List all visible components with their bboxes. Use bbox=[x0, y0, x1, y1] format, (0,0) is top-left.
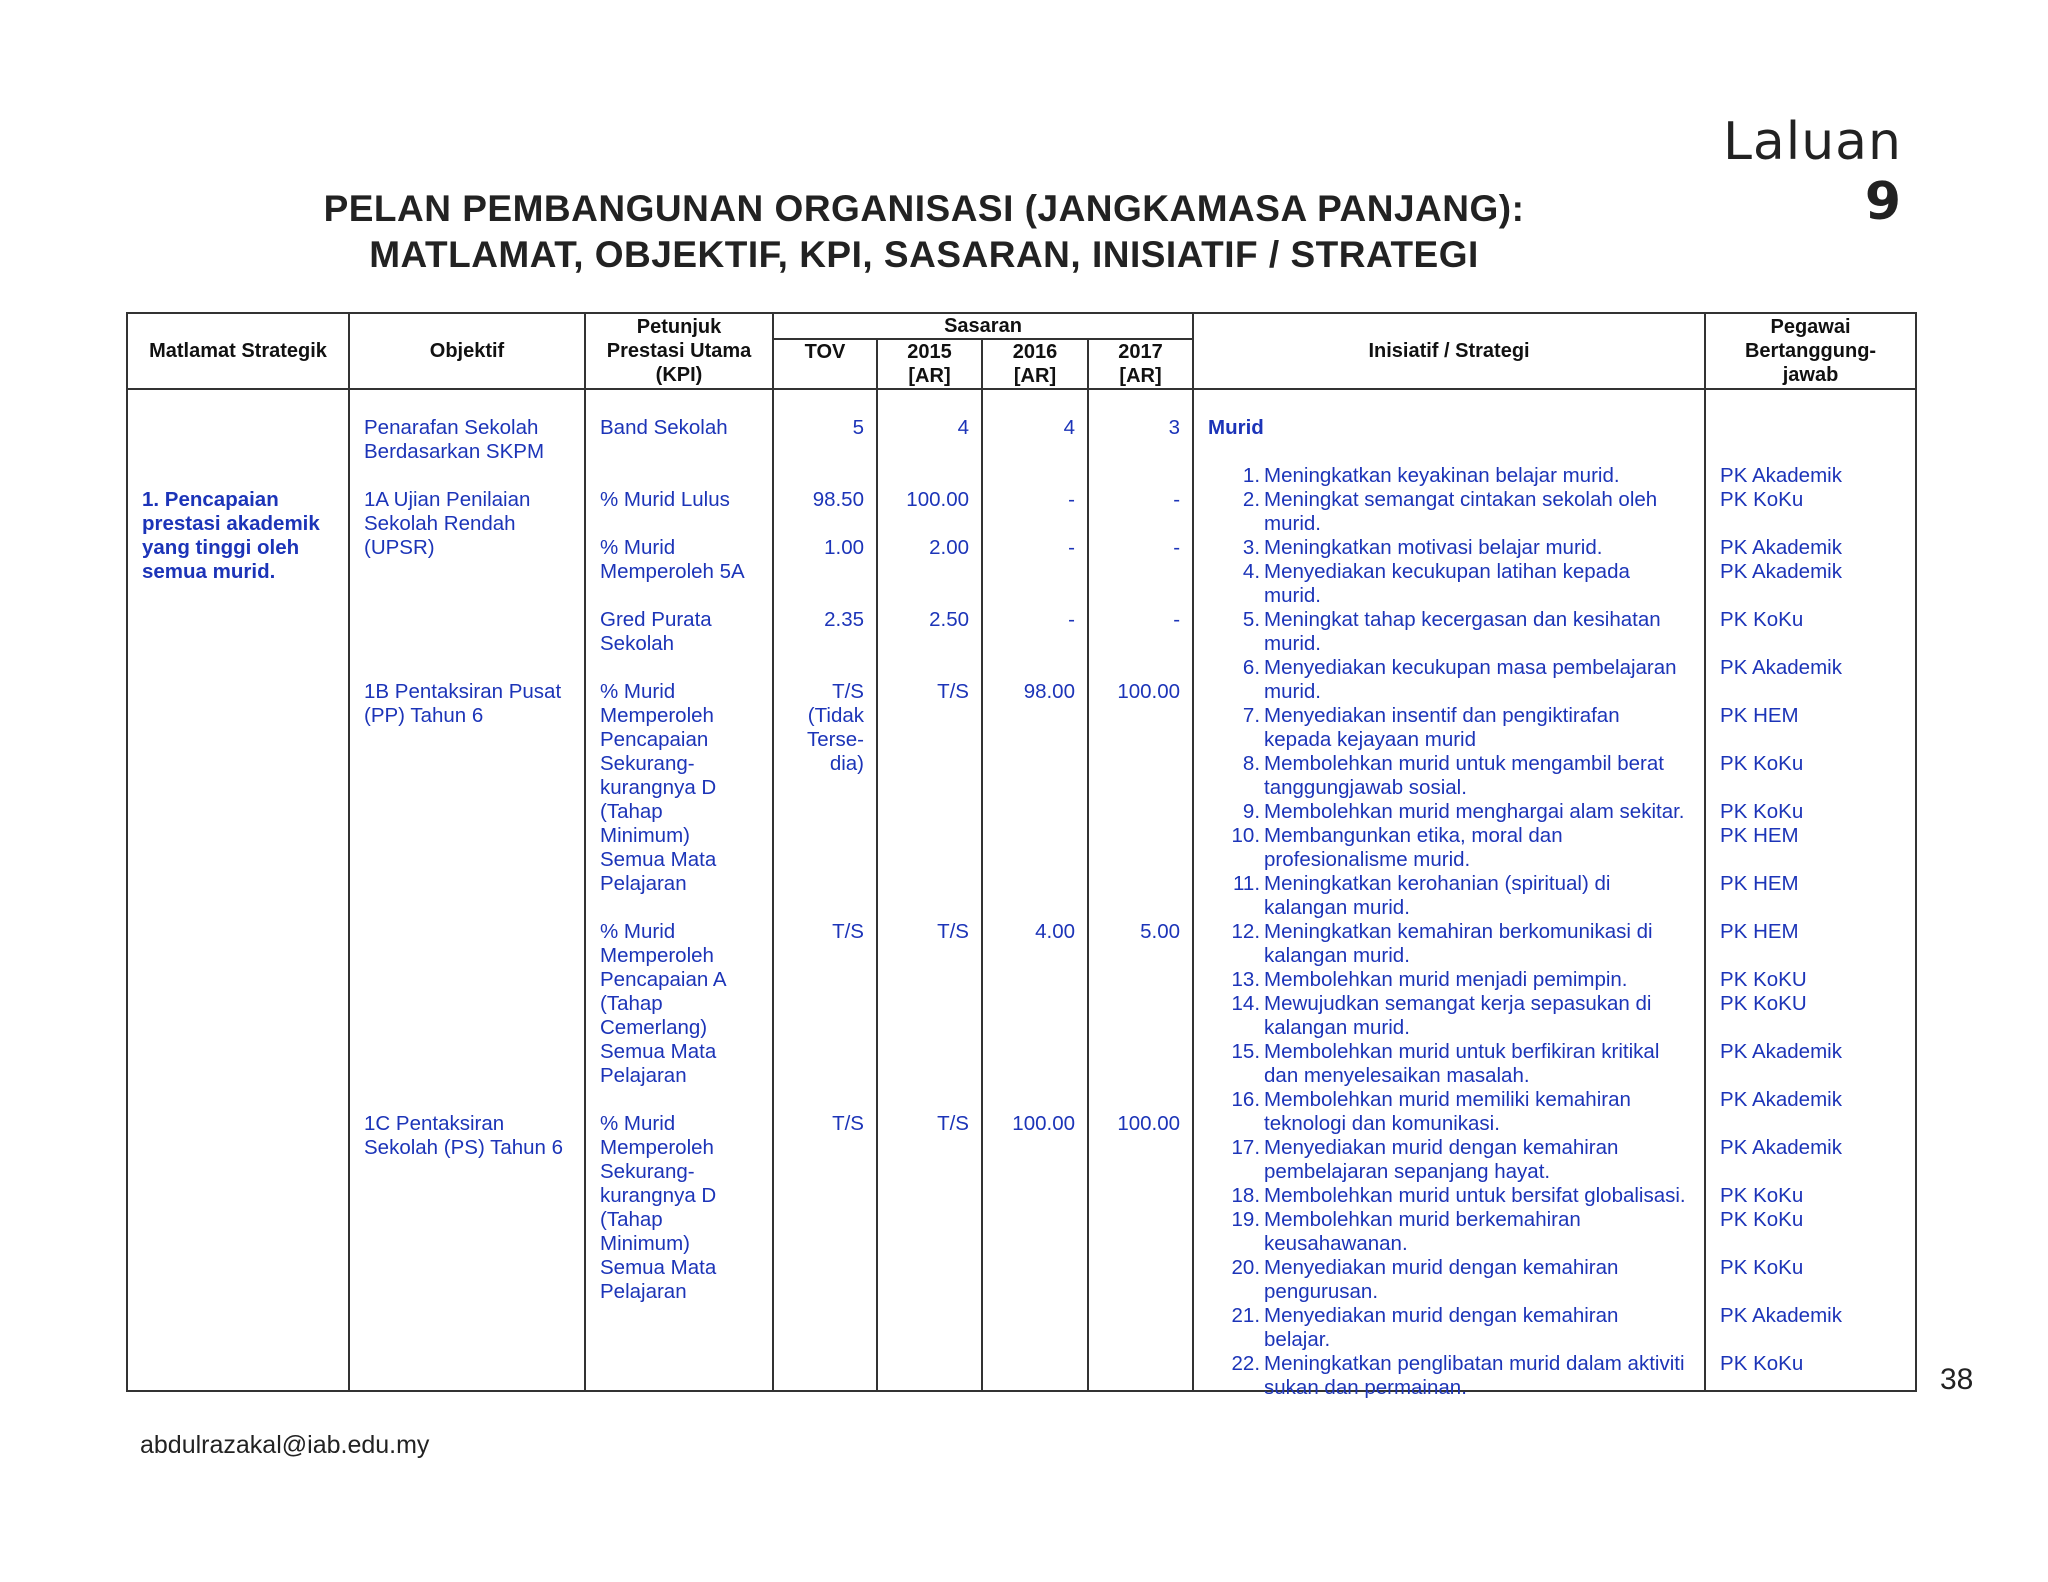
initiative-line: teknologi dan komunikasi. bbox=[1264, 1112, 1500, 1135]
footer-email: abdulrazakal@iab.edu.my bbox=[140, 1431, 430, 1459]
header-2015-year: 2015 bbox=[907, 341, 952, 363]
objective-line: 1C Pentaksiran bbox=[364, 1112, 505, 1135]
header-tov: TOV bbox=[773, 339, 877, 389]
kpi-line: Pelajaran bbox=[600, 872, 687, 895]
laluan-word: Laluan bbox=[1722, 112, 1902, 172]
kpi-line: Pelajaran bbox=[600, 1064, 687, 1087]
initiative-text bbox=[1264, 464, 1696, 488]
target-2017: - bbox=[1173, 536, 1181, 559]
kpi-line: % Murid bbox=[600, 1112, 676, 1135]
initiative-line: kalangan murid. bbox=[1264, 896, 1410, 919]
kpi-line: Memperoleh bbox=[600, 1136, 714, 1159]
initiative-line: Membolehkan murid menjadi pemimpin. bbox=[1264, 968, 1628, 991]
objective-line: Penarafan Sekolah bbox=[364, 416, 539, 439]
initiative-number: 9. bbox=[1242, 800, 1261, 823]
initiative-number: 20. bbox=[1231, 1256, 1261, 1279]
initiative-line: Membangunkan etika, moral dan bbox=[1264, 824, 1563, 847]
initiative-line: Menyediakan insentif dan pengiktirafan bbox=[1264, 704, 1620, 727]
target-2015: 2.50 bbox=[929, 608, 969, 631]
objective-line: Berdasarkan SKPM bbox=[364, 440, 545, 463]
kpi-line: % Murid bbox=[600, 680, 676, 703]
target-2015: T/S bbox=[937, 1112, 969, 1135]
header-2017-ar: [AR] bbox=[1119, 365, 1162, 387]
responsible-officer: PK KoKU bbox=[1720, 992, 1807, 1015]
target-2016: - bbox=[1068, 536, 1075, 559]
kpi-line: % Murid bbox=[600, 536, 676, 559]
responsible-officer: PK KoKU bbox=[1720, 968, 1807, 991]
initiative-text bbox=[1264, 1208, 1696, 1256]
responsible-officer: PK KoKu bbox=[1720, 1184, 1804, 1207]
header-kpi-line1: Petunjuk bbox=[636, 316, 722, 338]
initiative-line: pengurusan. bbox=[1264, 1280, 1379, 1303]
initiative-line: Meningkatkan penglibatan murid dalam aktiviti bbox=[1264, 1352, 1685, 1375]
tov-value: 98.50 bbox=[812, 488, 864, 511]
plan-table bbox=[126, 312, 1917, 1399]
initiative-number: 11. bbox=[1233, 872, 1261, 895]
kpi-line: Semua Mata bbox=[600, 1040, 717, 1063]
initiative-line: Membolehkan murid untuk mengambil berat bbox=[1264, 752, 1664, 775]
responsible-officer: PK KoKu bbox=[1720, 800, 1804, 823]
header-2015 bbox=[877, 339, 982, 389]
initiative-number: 1. bbox=[1242, 464, 1261, 487]
tov-line: Terse- bbox=[807, 728, 864, 751]
target-2017: - bbox=[1173, 608, 1181, 631]
responsible-officer: PK Akademik bbox=[1720, 560, 1842, 583]
initiative-line: murid. bbox=[1264, 680, 1321, 703]
responsible-officer: PK HEM bbox=[1720, 920, 1799, 943]
target-2015: 2.00 bbox=[929, 536, 969, 559]
initiative-text bbox=[1264, 704, 1696, 752]
goal-line: prestasi akademik bbox=[142, 512, 320, 535]
initiative-number: 12. bbox=[1231, 920, 1261, 943]
initiative-line: dan menyelesaikan masalah. bbox=[1264, 1064, 1530, 1087]
initiative-number: 5. bbox=[1242, 608, 1261, 631]
initiative-line: Membolehkan murid berkemahiran bbox=[1264, 1208, 1581, 1231]
kpi-line: kurangnya D bbox=[600, 1184, 717, 1207]
initiative-text bbox=[1264, 1304, 1696, 1352]
initiative-line: kepada kejayaan murid bbox=[1264, 728, 1476, 751]
responsible-officer: PK Akademik bbox=[1720, 464, 1842, 487]
objective-line: (UPSR) bbox=[364, 536, 435, 559]
initiative-line: Menyediakan murid dengan kemahiran bbox=[1264, 1256, 1619, 1279]
initiative-text bbox=[1264, 488, 1696, 536]
tov-value: T/S bbox=[832, 920, 864, 943]
tov-value-ts bbox=[807, 680, 864, 776]
initiative-number: 19. bbox=[1231, 1208, 1261, 1231]
responsible-officer: PK KoKu bbox=[1720, 752, 1804, 775]
initiatives-heading: Murid bbox=[1208, 416, 1264, 439]
kpi-line: Pelajaran bbox=[600, 1280, 687, 1303]
initiative-text bbox=[1264, 752, 1696, 800]
cell-kpi bbox=[585, 389, 773, 1391]
initiative-line: Membolehkan murid untuk bersifat globalisasi. bbox=[1264, 1184, 1686, 1207]
target-2016: 100.00 bbox=[1012, 1112, 1075, 1135]
header-pegawai-line2: Bertanggung- bbox=[1744, 340, 1877, 362]
kpi-pp-a bbox=[600, 920, 727, 1088]
target-2017: 5.00 bbox=[1140, 920, 1181, 943]
kpi-line: Semua Mata bbox=[600, 848, 717, 871]
responsible-officer: PK HEM bbox=[1720, 824, 1799, 847]
header-pegawai-line1: Pegawai bbox=[1770, 316, 1851, 338]
kpi-pp-d bbox=[600, 680, 716, 896]
responsible-officer: PK Akademik bbox=[1720, 1304, 1842, 1327]
initiative-line: sukan dan permainan. bbox=[1264, 1376, 1467, 1399]
header-2015-ar: [AR] bbox=[908, 365, 951, 387]
initiative-text bbox=[1264, 968, 1696, 992]
initiative-line: Menyediakan murid dengan kemahiran bbox=[1264, 1136, 1619, 1159]
initiative-line: murid. bbox=[1264, 632, 1321, 655]
initiative-line: Menyediakan murid dengan kemahiran bbox=[1264, 1304, 1619, 1327]
tov-line: dia) bbox=[829, 752, 864, 775]
responsible-officer: PK Akademik bbox=[1720, 656, 1842, 679]
initiative-line: keusahawanan. bbox=[1264, 1232, 1408, 1255]
laluan-number: 9 bbox=[1864, 172, 1902, 232]
initiative-line: Meningkat semangat cintakan sekolah oleh bbox=[1264, 488, 1658, 511]
initiative-number: 22. bbox=[1231, 1352, 1261, 1375]
tov-value: 5 bbox=[852, 416, 864, 439]
cell-objektif bbox=[349, 389, 585, 1391]
kpi-line: Gred Purata bbox=[600, 608, 712, 631]
initiative-text bbox=[1264, 656, 1696, 704]
target-2016: 4.00 bbox=[1035, 920, 1075, 943]
header-pegawai-line3: jawab bbox=[1782, 364, 1839, 386]
objective-line: (PP) Tahun 6 bbox=[364, 704, 484, 727]
kpi-line: Memperoleh bbox=[600, 704, 714, 727]
goal-line: 1. Pencapaian bbox=[142, 488, 279, 511]
initiative-text bbox=[1264, 1088, 1696, 1136]
objective-skpm bbox=[364, 416, 544, 464]
kpi-line: Minimum) bbox=[600, 824, 690, 847]
kpi-line: Cemerlang) bbox=[600, 1016, 708, 1039]
kpi-line: % Murid bbox=[600, 920, 676, 943]
kpi-line: Sekolah bbox=[600, 632, 675, 655]
initiative-text bbox=[1264, 560, 1696, 608]
target-2015: 4 bbox=[957, 416, 969, 439]
goal-line: semua murid. bbox=[142, 560, 276, 583]
initiative-line: Meningkatkan kerohanian (spiritual) di bbox=[1264, 872, 1611, 895]
initiative-number: 4. bbox=[1242, 560, 1261, 583]
cell-matlamat bbox=[127, 389, 349, 1391]
kpi-line: (Tahap bbox=[600, 1208, 663, 1231]
initiative-text bbox=[1264, 920, 1696, 968]
page-title-line1: PELAN PEMBANGUNAN ORGANISASI (JANGKAMASA PANJANG): bbox=[323, 188, 1525, 229]
initiative-number: 18. bbox=[1231, 1184, 1261, 1207]
header-2016 bbox=[982, 339, 1088, 389]
target-2015: T/S bbox=[937, 920, 969, 943]
initiative-number: 3. bbox=[1242, 536, 1261, 559]
initiative-line: murid. bbox=[1264, 584, 1321, 607]
kpi-line: kurangnya D bbox=[600, 776, 717, 799]
tov-value: T/S bbox=[832, 1112, 864, 1135]
kpi-5a bbox=[600, 536, 745, 584]
target-2015: T/S bbox=[937, 680, 969, 703]
header-objektif: Objektif bbox=[349, 313, 585, 389]
cell-2016 bbox=[982, 389, 1088, 1391]
cell-inisiatif bbox=[1193, 389, 1705, 1399]
initiative-number: 13. bbox=[1231, 968, 1261, 991]
initiative-line: Membolehkan murid memiliki kemahiran bbox=[1264, 1088, 1631, 1111]
initiative-number: 6. bbox=[1242, 656, 1261, 679]
header-2016-ar: [AR] bbox=[1013, 365, 1057, 387]
initiative-line: Membolehkan murid menghargai alam sekitar. bbox=[1264, 800, 1685, 823]
responsible-officer: PK KoKu bbox=[1720, 1256, 1804, 1279]
objective-1c bbox=[364, 1112, 563, 1160]
initiative-line: Menyediakan kecukupan masa pembelajaran bbox=[1264, 656, 1677, 679]
header-inisiatif: Inisiatif / Strategi bbox=[1193, 313, 1705, 389]
kpi-line: (Tahap bbox=[600, 800, 663, 823]
target-2016: 4 bbox=[1063, 416, 1075, 439]
responsible-officer: PK Akademik bbox=[1720, 1088, 1842, 1111]
cell-2017 bbox=[1088, 389, 1193, 1391]
responsible-officer: PK Akademik bbox=[1720, 1040, 1842, 1063]
responsible-officer: PK KoKu bbox=[1720, 1352, 1804, 1375]
target-2016: 98.00 bbox=[1023, 680, 1075, 703]
objective-line: 1B Pentaksiran Pusat bbox=[364, 680, 562, 703]
kpi-line: (Tahap bbox=[600, 992, 663, 1015]
initiative-line: tanggungjawab sosial. bbox=[1264, 776, 1467, 799]
initiative-text bbox=[1264, 1184, 1696, 1208]
initiative-number: 21. bbox=[1231, 1304, 1261, 1327]
header-kpi-line2: Prestasi Utama bbox=[606, 340, 752, 362]
responsible-officer: PK KoKu bbox=[1720, 608, 1804, 631]
initiative-text bbox=[1264, 1352, 1696, 1400]
target-2017: 100.00 bbox=[1117, 1112, 1181, 1135]
responsible-officer: PK Akademik bbox=[1720, 1136, 1842, 1159]
initiative-line: Meningkatkan keyakinan belajar murid. bbox=[1264, 464, 1620, 487]
initiative-line: murid. bbox=[1264, 512, 1321, 535]
initiative-text bbox=[1264, 1256, 1696, 1304]
target-2017: 3 bbox=[1168, 416, 1181, 439]
initiative-number: 10. bbox=[1231, 824, 1261, 847]
target-2015: 100.00 bbox=[906, 488, 969, 511]
header-matlamat: Matlamat Strategik bbox=[127, 313, 349, 389]
kpi-gred bbox=[600, 608, 712, 656]
initiative-number: 15. bbox=[1231, 1040, 1261, 1063]
tov-line: T/S bbox=[832, 680, 864, 703]
initiative-text bbox=[1264, 536, 1696, 560]
header-kpi-line3: (KPI) bbox=[655, 364, 703, 386]
initiative-text bbox=[1264, 608, 1696, 656]
initiative-text bbox=[1264, 992, 1696, 1040]
initiative-number: 16. bbox=[1231, 1088, 1261, 1111]
responsible-officer: PK KoKu bbox=[1720, 488, 1804, 511]
tov-line: (Tidak bbox=[807, 704, 864, 727]
header-2016-year: 2016 bbox=[1012, 341, 1058, 363]
cell-2015 bbox=[877, 389, 982, 1391]
target-2017: 100.00 bbox=[1117, 680, 1181, 703]
kpi-band bbox=[600, 416, 728, 440]
initiative-line: Membolehkan murid untuk berfikiran kritikal bbox=[1264, 1040, 1660, 1063]
objective-1a bbox=[364, 488, 530, 560]
initiative-line: kalangan murid. bbox=[1264, 1016, 1410, 1039]
initiative-number: 14. bbox=[1231, 992, 1261, 1015]
cell-pegawai bbox=[1705, 389, 1916, 1391]
header-pegawai bbox=[1705, 313, 1916, 389]
initiative-line: profesionalisme murid. bbox=[1264, 848, 1471, 871]
initiative-text bbox=[1264, 824, 1696, 872]
header-sasaran: Sasaran bbox=[773, 313, 1193, 339]
initiative-number: 8. bbox=[1242, 752, 1261, 775]
responsible-officer: PK Akademik bbox=[1720, 536, 1842, 559]
initiative-text bbox=[1264, 872, 1696, 920]
responsible-officer: PK KoKu bbox=[1720, 1208, 1804, 1231]
initiative-line: Mewujudkan semangat kerja sepasukan di bbox=[1264, 992, 1652, 1015]
initiative-number: 17. bbox=[1231, 1136, 1261, 1159]
tov-value: 1.00 bbox=[824, 536, 864, 559]
initiative-line: pembelajaran sepanjang hayat. bbox=[1264, 1160, 1551, 1183]
target-2016: - bbox=[1068, 488, 1075, 511]
kpi-line: Memperoleh 5A bbox=[600, 560, 745, 583]
objective-line: 1A Ujian Penilaian bbox=[364, 488, 531, 511]
header-kpi bbox=[585, 313, 773, 389]
initiative-line: Meningkatkan motivasi belajar murid. bbox=[1264, 536, 1603, 559]
cell-tov bbox=[773, 389, 877, 1391]
goal-line: yang tinggi oleh bbox=[142, 536, 300, 559]
tov-value: 2.35 bbox=[824, 608, 864, 631]
objective-line: Sekolah (PS) Tahun 6 bbox=[364, 1136, 564, 1159]
kpi-line: Band Sekolah bbox=[600, 416, 728, 439]
target-2017: - bbox=[1173, 488, 1181, 511]
goal-text bbox=[142, 488, 320, 584]
kpi-line: Minimum) bbox=[600, 1232, 690, 1255]
initiative-text bbox=[1264, 800, 1696, 824]
responsible-officer: PK HEM bbox=[1720, 872, 1799, 895]
header-2017-year: 2017 bbox=[1118, 341, 1163, 363]
initiative-text bbox=[1264, 1040, 1696, 1088]
objective-1b bbox=[364, 680, 561, 728]
kpi-ps-d bbox=[600, 1112, 716, 1304]
kpi-line: Memperoleh bbox=[600, 944, 714, 967]
kpi-line: Semua Mata bbox=[600, 1256, 717, 1279]
initiative-line: belajar. bbox=[1264, 1328, 1331, 1351]
initiative-number: 7. bbox=[1242, 704, 1261, 727]
page-title-line2: MATLAMAT, OBJEKTIF, KPI, SASARAN, INISIATIF / STRATEGI bbox=[369, 234, 1479, 275]
kpi-line: Pencapaian bbox=[600, 728, 709, 751]
responsible-officer: PK HEM bbox=[1720, 704, 1799, 727]
target-2016: - bbox=[1068, 608, 1075, 631]
initiative-line: kalangan murid. bbox=[1264, 944, 1410, 967]
initiative-line: Meningkat tahap kecergasan dan kesihatan bbox=[1264, 608, 1661, 631]
initiative-line: Menyediakan kecukupan latihan kepada bbox=[1264, 560, 1630, 583]
page-number: 38 bbox=[1940, 1363, 1974, 1396]
kpi-line: Sekurang- bbox=[600, 752, 695, 775]
initiative-text bbox=[1264, 1136, 1696, 1184]
kpi-line: Sekurang- bbox=[600, 1160, 695, 1183]
kpi-line: Pencapaian A bbox=[600, 968, 727, 991]
kpi-lulus bbox=[600, 488, 730, 512]
header-2017 bbox=[1088, 339, 1193, 389]
kpi-line: % Murid Lulus bbox=[600, 488, 730, 511]
objective-line: Sekolah Rendah bbox=[364, 512, 516, 535]
initiative-number: 2. bbox=[1242, 488, 1261, 511]
initiative-line: Meningkatkan kemahiran berkomunikasi di bbox=[1264, 920, 1653, 943]
